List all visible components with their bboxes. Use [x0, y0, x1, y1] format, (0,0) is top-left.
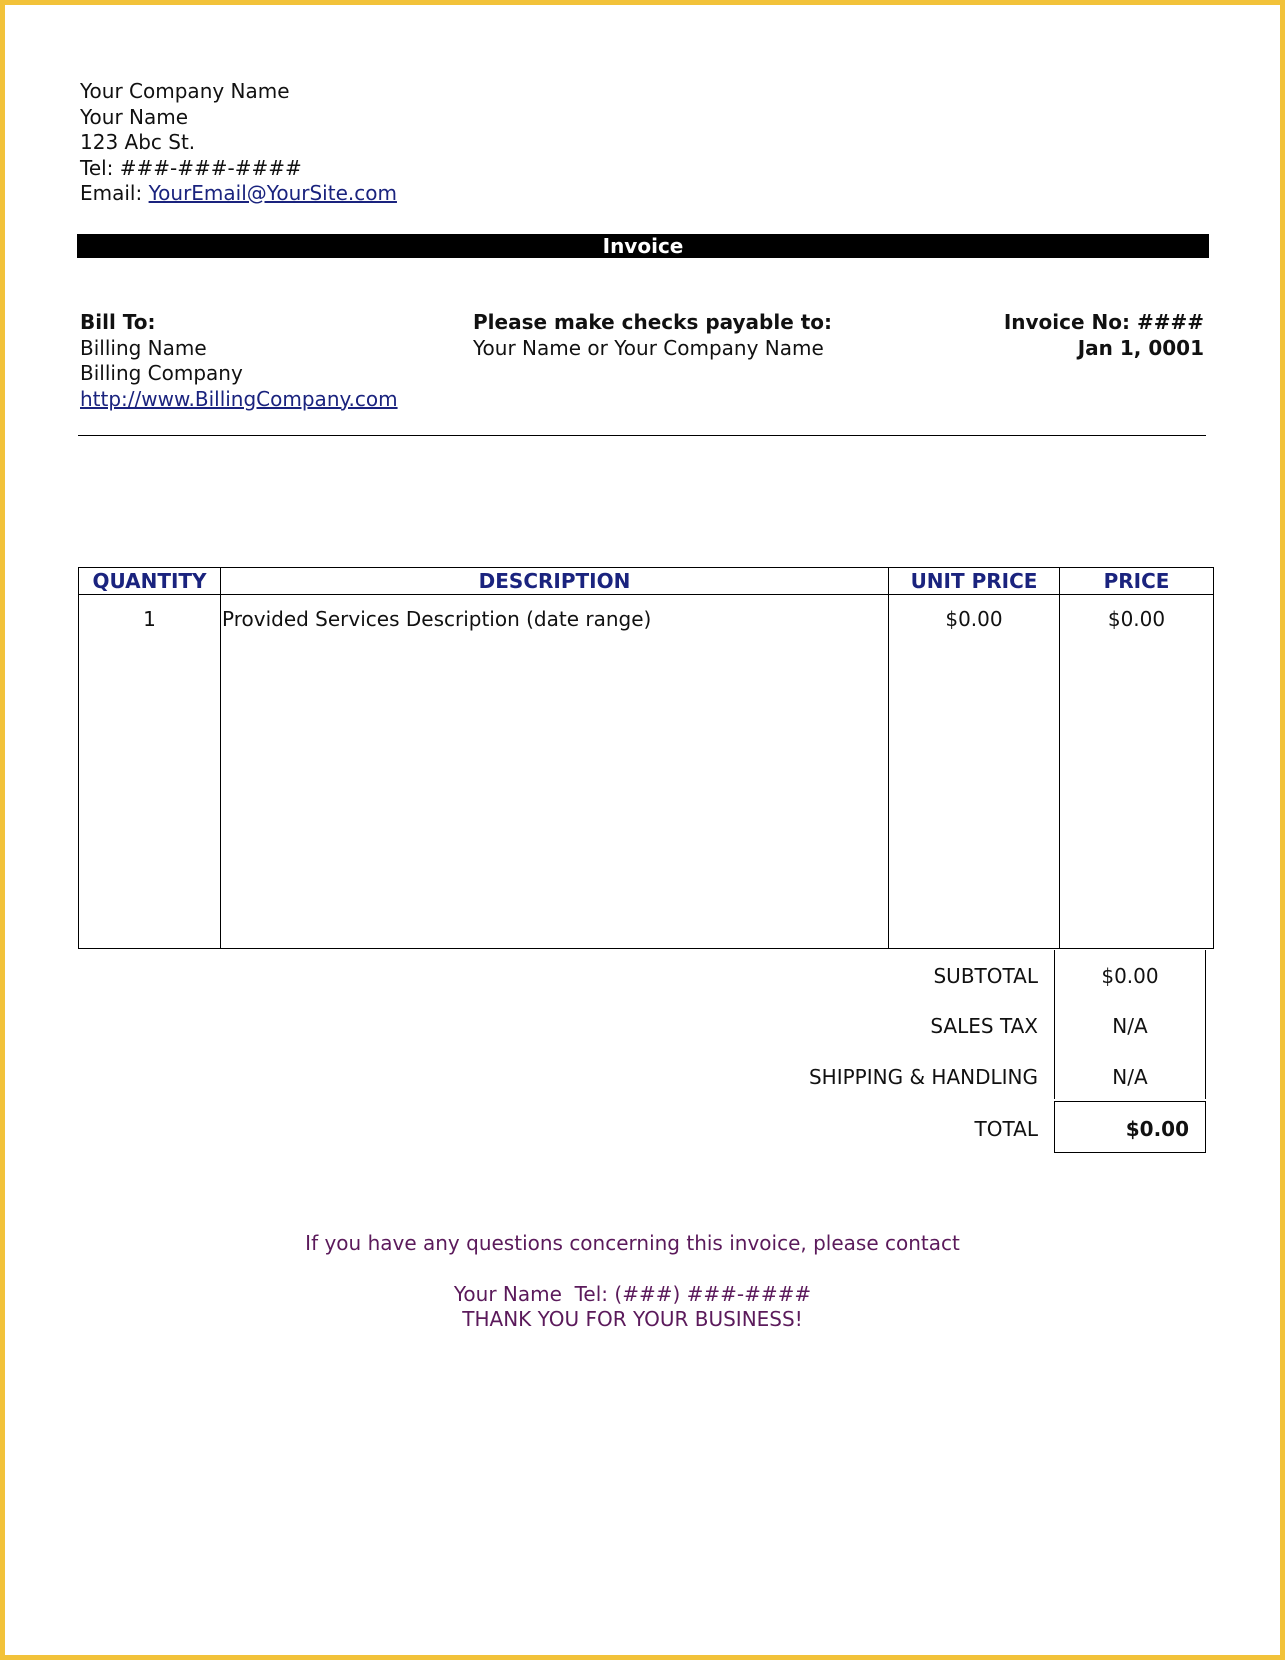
sender-tel: Tel: ###-###-#### [80, 155, 302, 180]
shipping-label: SHIPPING & HANDLING [808, 1065, 1038, 1089]
cell-description: Provided Services Description (date range) [221, 595, 889, 949]
footer-thanks: THANK YOU FOR YOUR BUSINESS! [462, 1307, 803, 1331]
bill-to-block [80, 310, 398, 412]
footer-questions: If you have any questions concerning this invoice, please contact [305, 1231, 960, 1255]
table-header-row [79, 568, 1214, 595]
payable-heading: Please make checks payable to: [473, 310, 833, 334]
sales-tax-label: SALES TAX [930, 1014, 1038, 1038]
header-quantity: QUANTITY [79, 568, 221, 595]
cell-unit-price: $0.00 [889, 595, 1060, 949]
total-label: TOTAL [974, 1117, 1038, 1141]
payable-block [473, 310, 832, 361]
header-price: PRICE [1060, 568, 1214, 595]
sender-company: Your Company Name [80, 79, 290, 103]
sender-email-row [80, 181, 397, 207]
line-items-table [78, 567, 1214, 949]
sender-email-link[interactable]: YourEmail@YourSite.com [148, 181, 397, 205]
header-description: DESCRIPTION [221, 568, 889, 595]
sender-block [80, 79, 397, 207]
sender-name: Your Name [80, 104, 189, 129]
subtotal-value: $0.00 [1101, 964, 1159, 988]
sender-address: 123 Abc St. [80, 130, 196, 154]
subtotal-label: SUBTOTAL [933, 964, 1038, 988]
divider-rule [78, 435, 1206, 436]
payable-value: Your Name or Your Company Name [473, 335, 824, 360]
billing-company: Billing Company [80, 361, 243, 385]
invoice-date: Jan 1, 0001 [1077, 335, 1204, 360]
cell-price: $0.00 [1060, 595, 1214, 949]
invoice-number: Invoice No: #### [1003, 310, 1204, 334]
table-row [79, 595, 1214, 949]
shipping-value: N/A [1112, 1065, 1148, 1089]
total-value: $0.00 [1125, 1117, 1189, 1141]
billing-url-link[interactable]: http://www.BillingCompany.com [80, 386, 398, 411]
footer-contact: Your Name Tel: (###) ###-#### [453, 1282, 812, 1306]
sender-email-label: Email: [80, 181, 149, 205]
invoice-title-bar: Invoice [77, 234, 1209, 258]
cell-quantity: 1 [79, 595, 221, 949]
invoice-info-block [1004, 310, 1204, 361]
sales-tax-value: N/A [1112, 1014, 1148, 1038]
header-unit-price: UNIT PRICE [889, 568, 1060, 595]
billing-name: Billing Name [80, 335, 207, 360]
bill-to-heading: Bill To: [80, 310, 156, 334]
